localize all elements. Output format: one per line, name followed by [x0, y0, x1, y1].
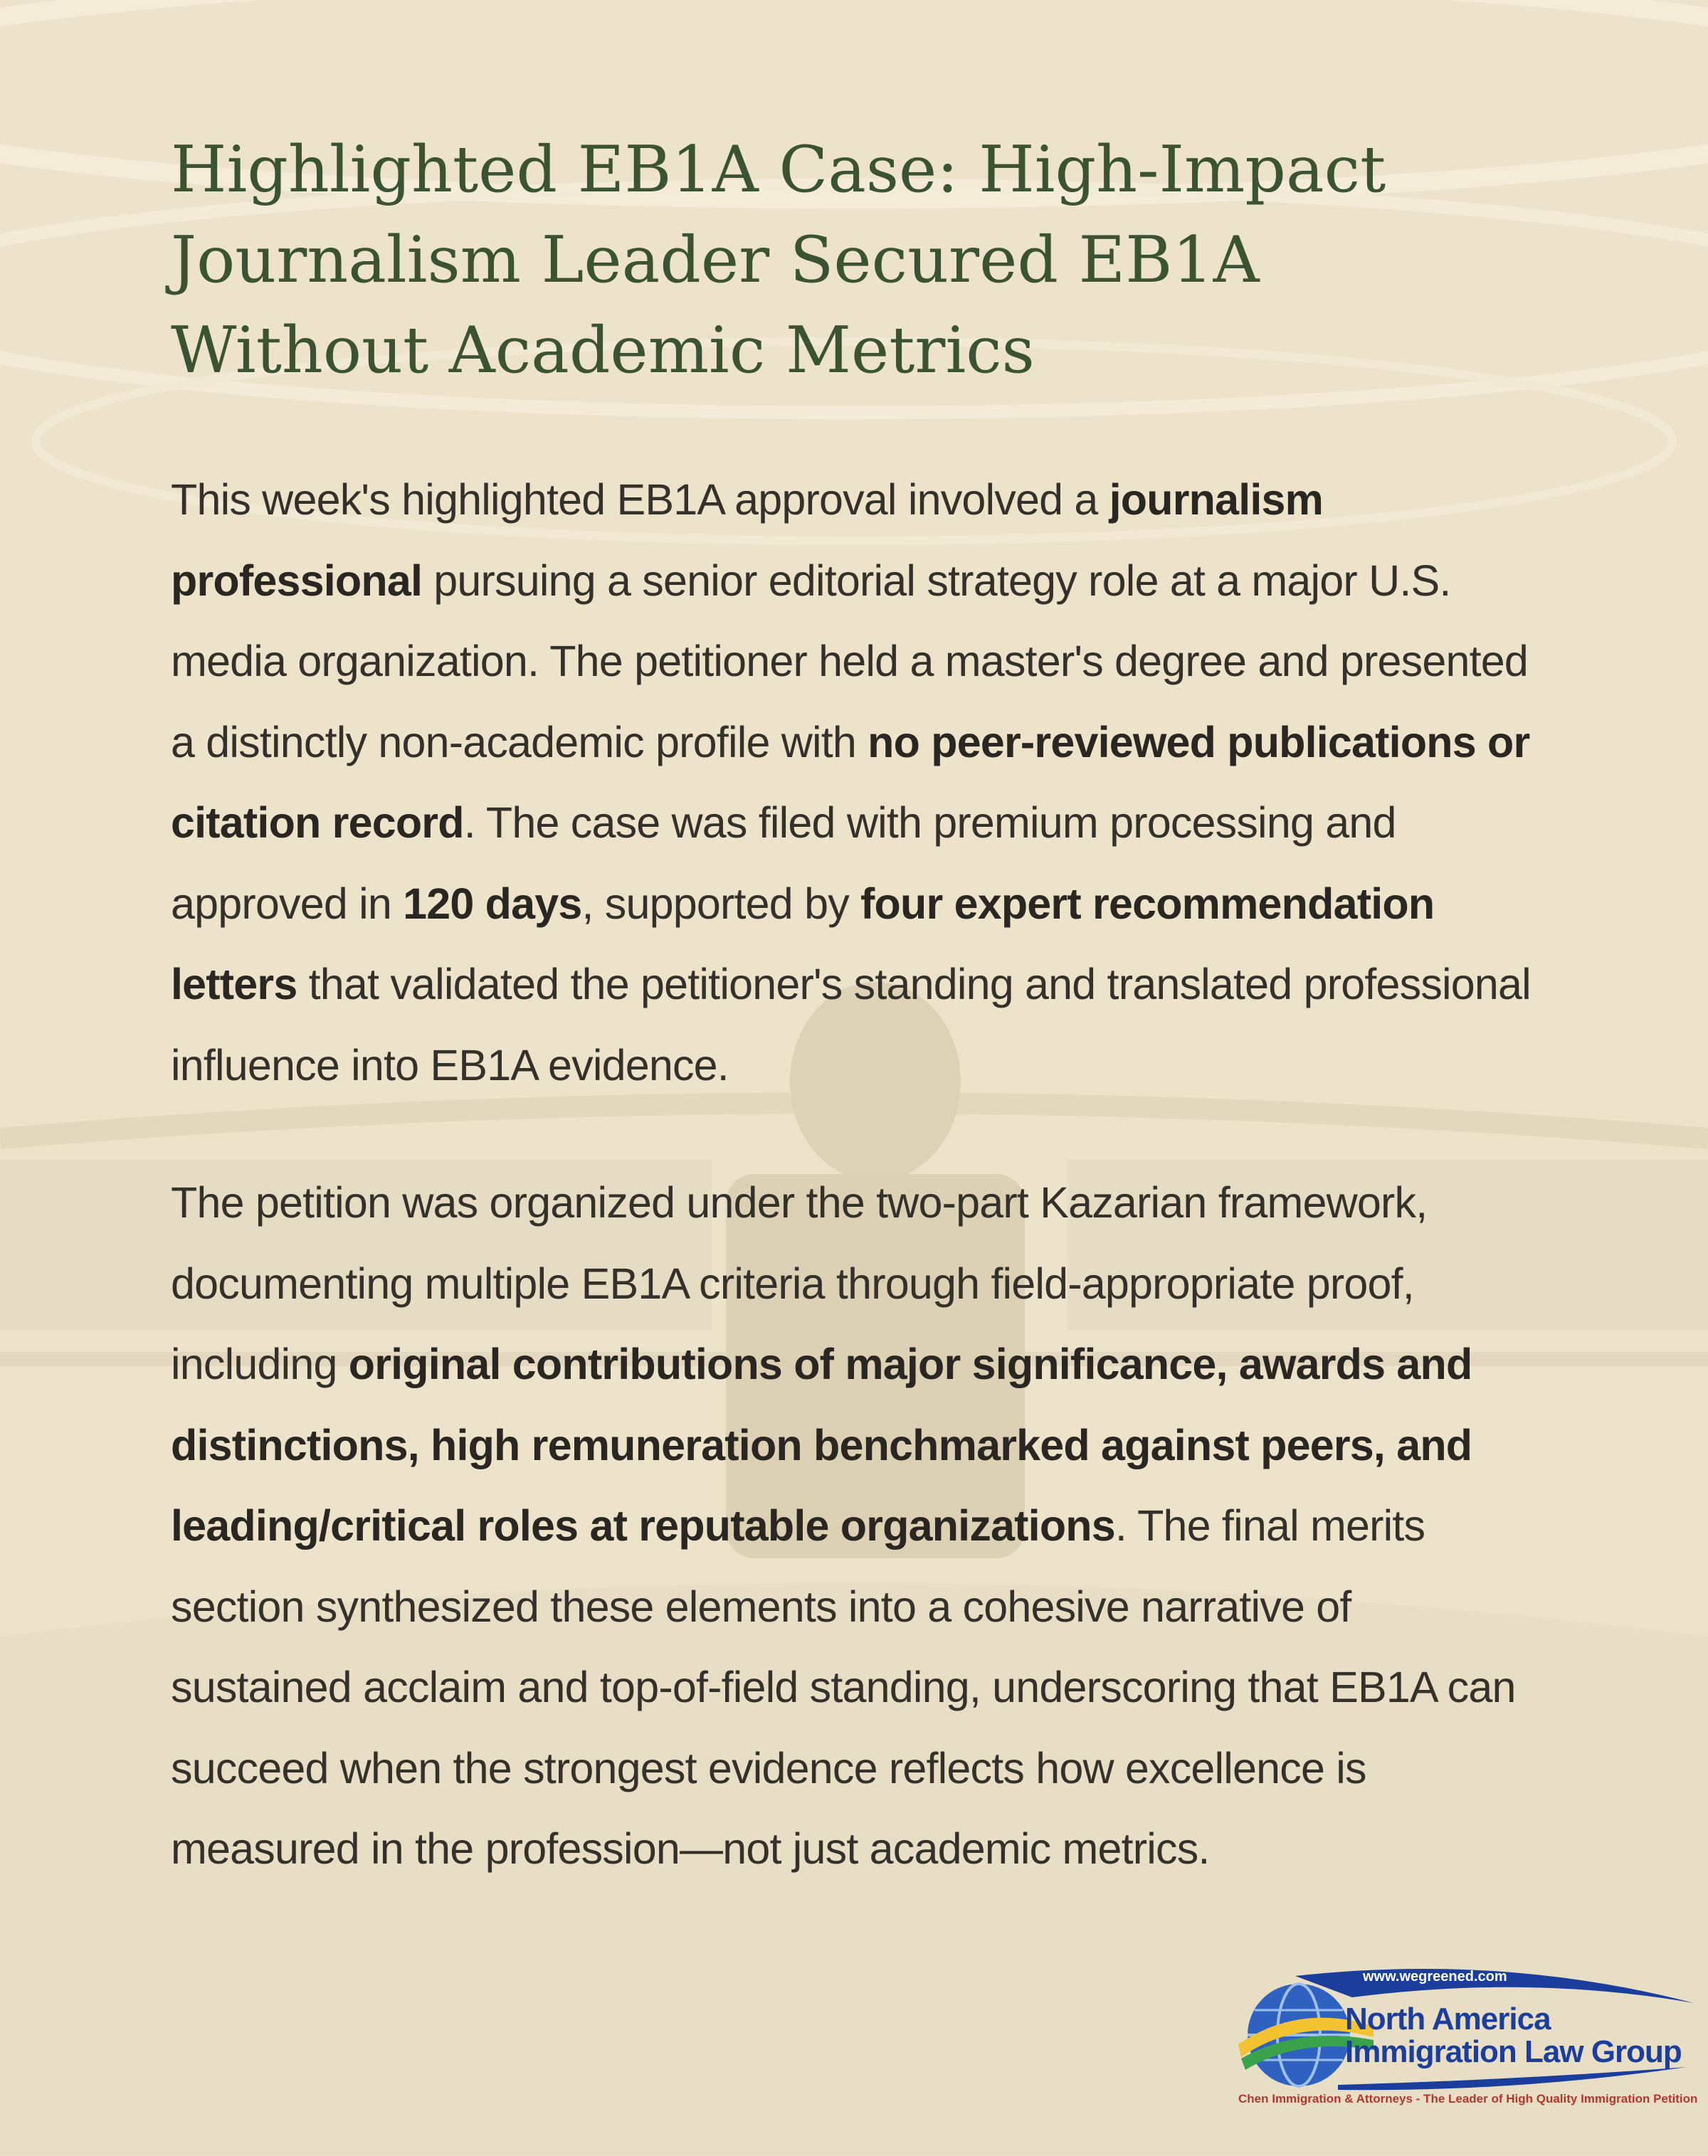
text-run: pursuing a senior editorial strategy role at a major U.S. media organization. The petitioner held a master's degree and presented a distinctly non-academic profile with: [171, 556, 1528, 766]
logo-tagline: Chen Immigration & Attorneys - The Leader of High Quality Immigration Petition: [1238, 2092, 1698, 2105]
paragraph-petition-strategy: [171, 1163, 1537, 1890]
bold-phrase: four expert recommendation letters: [171, 879, 1435, 1008]
paragraph-case-summary: [171, 460, 1537, 1106]
text-run: , supported by: [581, 879, 861, 928]
bold-phrase: journalism professional: [171, 475, 1324, 605]
logo-name-line1: North America: [1345, 2002, 1551, 2036]
company-logo: [1231, 1960, 1701, 2152]
article: [171, 125, 1537, 1947]
page-title: Highlighted EB1A Case: High-Impact Journalism Leader Secured EB1A Without Academic Metrics: [171, 132, 1386, 388]
text-run: . The case was filed with premium processing and approved in: [171, 798, 1396, 928]
bold-phrase: original contributions of major significance, awards and distinctions, high remuneration benchmarked against peers, and leading/critical roles at reputable organizations: [171, 1340, 1472, 1550]
logo-url: www.wegreened.com: [1363, 1969, 1507, 1985]
bold-phrase: no peer-reviewed publications or citation record: [171, 717, 1530, 847]
text-run: This week's highlighted EB1A approval involved a: [171, 475, 1109, 524]
text-run: The petition was organized under the two-part Kazarian framework, documenting multiple EB1A criteria through field-appropriate proof, including: [171, 1178, 1428, 1388]
bold-phrase: 120 days: [403, 879, 582, 928]
text-run: that validated the petitioner's standing and translated professional influence into EB1A evidence.: [171, 960, 1531, 1089]
logo-name-line2: Immigration Law Group: [1345, 2034, 1682, 2069]
text-run: . The final merits section synthesized these elements into a cohesive narrative of sustained acclaim and top-of-field standing, underscoring that EB1A can succeed when the strongest evidence reflects how excellence is measured in the profession—not just academic metrics.: [171, 1501, 1516, 1873]
